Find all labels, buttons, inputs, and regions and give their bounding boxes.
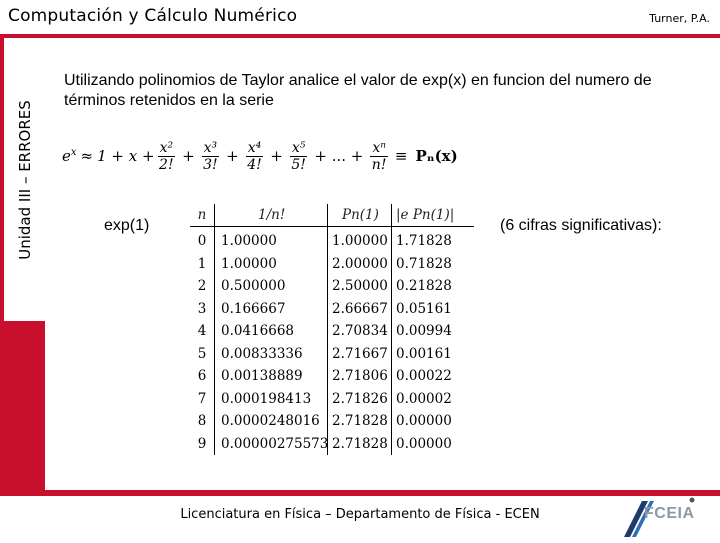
course-title: Computación y Cálculo Numérico	[8, 6, 298, 26]
header-pn: Pn(1)	[342, 207, 379, 223]
author-label: Turner, P.A.	[649, 12, 710, 25]
row-n: 1	[197, 255, 207, 272]
formula-ellipsis: + ... +	[314, 147, 364, 165]
row-pn: 2.71826	[332, 390, 388, 407]
intro-paragraph: Utilizando polinomios de Taylor analice el valor de exp(x) en funcion del numero de términos retenidos en la serie	[64, 72, 652, 109]
row-n: 7	[197, 390, 207, 407]
formula-frac-n: $\frac{\text{xⁿ}}{n!}$	[371, 139, 387, 173]
table-row	[190, 365, 474, 387]
row-error: 0.00022	[396, 368, 452, 384]
formula-rhs: Pₙ(x)	[415, 147, 458, 165]
table-header-rule	[190, 226, 474, 227]
formula-frac-4: $\frac{\text{x⁴}}{4!}$	[247, 139, 262, 173]
row-error: 1.71828	[396, 233, 452, 249]
header-n: n	[197, 207, 207, 223]
formula-lhs: $e^x$	[62, 147, 77, 165]
row-inv-factorial: 0.166667	[221, 300, 286, 317]
row-error: 0.00000	[396, 413, 452, 429]
table-row	[190, 230, 474, 252]
formula-frac-3: $\frac{\text{x³}}{3!}$	[203, 139, 218, 173]
significant-figures-label: (6 cifras significativas):	[500, 217, 662, 234]
table-row	[190, 433, 474, 455]
row-pn: 2.70834	[332, 323, 388, 339]
row-pn: 2.71806	[332, 368, 388, 384]
row-inv-factorial: 0.00833336	[221, 345, 303, 362]
row-inv-factorial: 0.00000275573	[221, 435, 329, 452]
header-inv-factorial: 1/n!	[258, 207, 286, 223]
row-n: 0	[197, 233, 207, 249]
row-n: 4	[197, 323, 207, 339]
formula-frac-2: $\frac{\text{x²}}{2!}$	[159, 139, 174, 173]
exp1-label: exp(1)	[104, 217, 150, 234]
row-n: 2	[197, 278, 207, 294]
row-error: 0.00002	[396, 390, 452, 407]
row-error: 0.71828	[396, 255, 452, 272]
table-row	[190, 275, 474, 297]
table-row	[190, 253, 474, 275]
formula-approx: ≈	[80, 147, 94, 165]
formula-equiv: ≡	[394, 147, 408, 165]
row-pn: 2.66667	[332, 300, 388, 317]
table-row	[190, 343, 474, 365]
unit-label: Unidad III – ERRORES	[15, 99, 34, 260]
row-error: 0.05161	[396, 300, 452, 317]
row-n: 9	[197, 435, 207, 452]
row-error: 0.21828	[396, 278, 452, 294]
row-pn: 2.71828	[332, 413, 388, 429]
row-inv-factorial: 1.00000	[221, 255, 277, 272]
table-row	[190, 388, 474, 410]
header-divider	[0, 34, 720, 38]
row-inv-factorial: 0.000198413	[221, 390, 312, 407]
sidebar-label-wrap	[4, 38, 45, 321]
row-inv-factorial: 0.0000248016	[221, 413, 320, 429]
row-inv-factorial: 0.500000	[221, 278, 286, 294]
row-n: 5	[197, 345, 207, 362]
taylor-table	[190, 204, 474, 455]
footer-divider	[0, 490, 720, 496]
row-error: 0.00161	[396, 345, 452, 362]
table-row	[190, 298, 474, 320]
row-error: 0.00994	[396, 323, 452, 339]
row-error: 0.00000	[396, 435, 452, 452]
row-n: 8	[197, 413, 207, 429]
row-inv-factorial: 0.00138889	[221, 368, 303, 384]
fceia-logo	[620, 497, 718, 539]
row-pn: 2.71667	[332, 345, 388, 362]
formula-terms: 1 + x +	[97, 147, 155, 165]
row-pn: 2.50000	[332, 278, 388, 294]
row-pn: 1.00000	[332, 233, 388, 249]
row-inv-factorial: 1.00000	[221, 233, 277, 249]
table-header-row	[190, 204, 474, 226]
table-row	[190, 410, 474, 432]
taylor-formula: $e^x$ ≈ 1 + x + $\frac{\text{x²}}{2!}$ + $\frac{\text{x³}}{3!}$ + $\frac{\text{x⁴}}{4!}$ + $\frac{\text{x⁵}}{5!}$ + ... + $\frac{\text{xⁿ}}{n!}$ ≡ Pₙ(x)	[62, 139, 458, 173]
row-inv-factorial: 0.0416668	[221, 323, 295, 339]
footer-text: Licenciatura en Física – Departamento de Física - ECEN	[180, 507, 540, 522]
table-row	[190, 320, 474, 342]
slide-header	[0, 0, 720, 34]
header-error: |e Pn(1)|	[396, 207, 455, 223]
formula-frac-5: $\frac{\text{x⁵}}{5!}$	[291, 139, 306, 173]
row-pn: 2.00000	[332, 255, 388, 272]
row-pn: 2.71828	[332, 435, 388, 452]
row-n: 6	[197, 368, 207, 384]
row-n: 3	[197, 300, 207, 317]
logo-text: FCEIA	[644, 505, 695, 522]
